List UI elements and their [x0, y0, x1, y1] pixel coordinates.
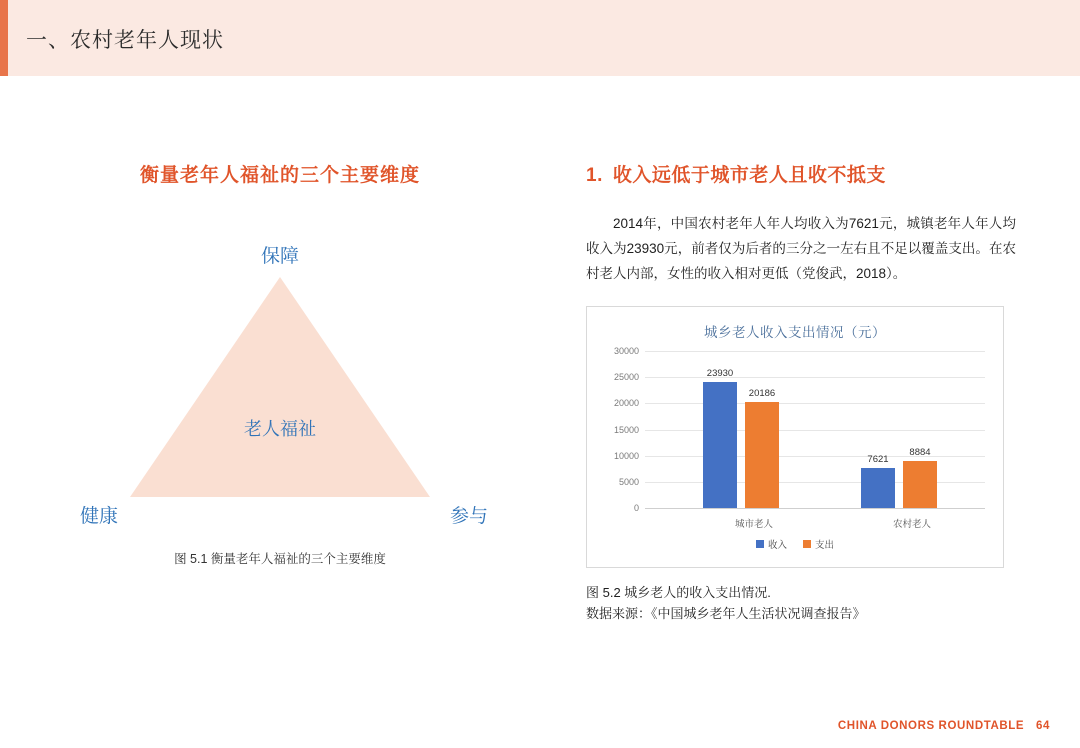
y-tick-label: 5000 [618, 477, 639, 487]
bar-city-income [703, 368, 737, 508]
figure-5-1-caption: 图 5.1 衡量老年人福祉的三个主要维度 [174, 552, 386, 566]
y-tick-label: 30000 [613, 346, 639, 356]
chart-plot-area [613, 346, 985, 530]
y-tick-label: 15000 [613, 425, 639, 435]
page-footer [838, 720, 1050, 732]
figure-5-2-caption [586, 582, 1016, 624]
chart-title: 城乡老人收入支出情况（元） [704, 325, 886, 340]
right-heading [586, 160, 1016, 187]
gridline [613, 425, 985, 435]
gridline [613, 346, 985, 356]
legend-item-income [756, 537, 787, 551]
triangle-center-label: 老人福祉 [244, 419, 316, 439]
left-column [40, 160, 520, 567]
right-heading-text: 收入远低于城市老人且收不抵支 [612, 165, 886, 186]
bar-rural-income [861, 454, 895, 508]
y-tick-label: 0 [633, 503, 639, 513]
figure-5-2-caption-source: 数据来源：《中国城乡老年人生活状况调查报告》 [586, 606, 866, 621]
right-heading-number: 1. [586, 165, 603, 186]
triangle-bottom-left-label: 健康 [80, 506, 119, 527]
bar-value-label: 7621 [867, 454, 889, 465]
bar-rural-expense [903, 447, 937, 508]
legend-label: 收入 [767, 540, 787, 551]
legend-swatch-icon [756, 540, 764, 548]
y-tick-label: 25000 [613, 372, 639, 382]
x-category-label-rural: 农村老人 [892, 519, 932, 530]
left-heading: 衡量老年人福祉的三个主要维度 [139, 165, 420, 186]
wellbeing-triangle-diagram [60, 215, 500, 545]
footer-organization: CHINA DONORS ROUNDTABLE [837, 720, 1025, 732]
y-tick-label: 10000 [613, 451, 639, 461]
header-accent-bar [0, 0, 8, 76]
legend-label: 支出 [815, 540, 835, 551]
triangle-shape [130, 277, 430, 497]
legend-item-expense [803, 537, 834, 551]
chart-legend [587, 537, 1003, 551]
page-header [0, 0, 1080, 76]
bar-value-label: 8884 [909, 447, 931, 458]
gridline [613, 398, 985, 408]
body-paragraph: 2014年，中国农村老年人年人均收入为7621元，城镇老年人年人均收入为23930元，前者仅为后者的三分之一左右且不足以覆盖支出。在农村老人内部，女性的收入相对更低（党俊武，2018）。 [586, 216, 1016, 281]
bar-value-label: 23930 [706, 368, 734, 379]
footer-page-number: 64 [1036, 720, 1050, 732]
legend-swatch-icon [803, 540, 811, 548]
x-category-label-city: 城市老人 [734, 519, 774, 530]
income-expense-chart [586, 306, 1004, 568]
x-axis-line [633, 503, 985, 513]
bar-value-label: 20186 [748, 388, 776, 399]
section-title: 一、农村老年人现状 [26, 29, 224, 52]
bar-city-expense [745, 388, 779, 508]
right-column [586, 160, 1016, 624]
triangle-bottom-right-label: 参与 [449, 506, 488, 527]
figure-5-2-caption-line1: 图 5.2 城乡老人的收入支出情况. [586, 585, 771, 600]
y-tick-label: 20000 [613, 398, 639, 408]
triangle-apex-label: 保障 [260, 246, 299, 267]
